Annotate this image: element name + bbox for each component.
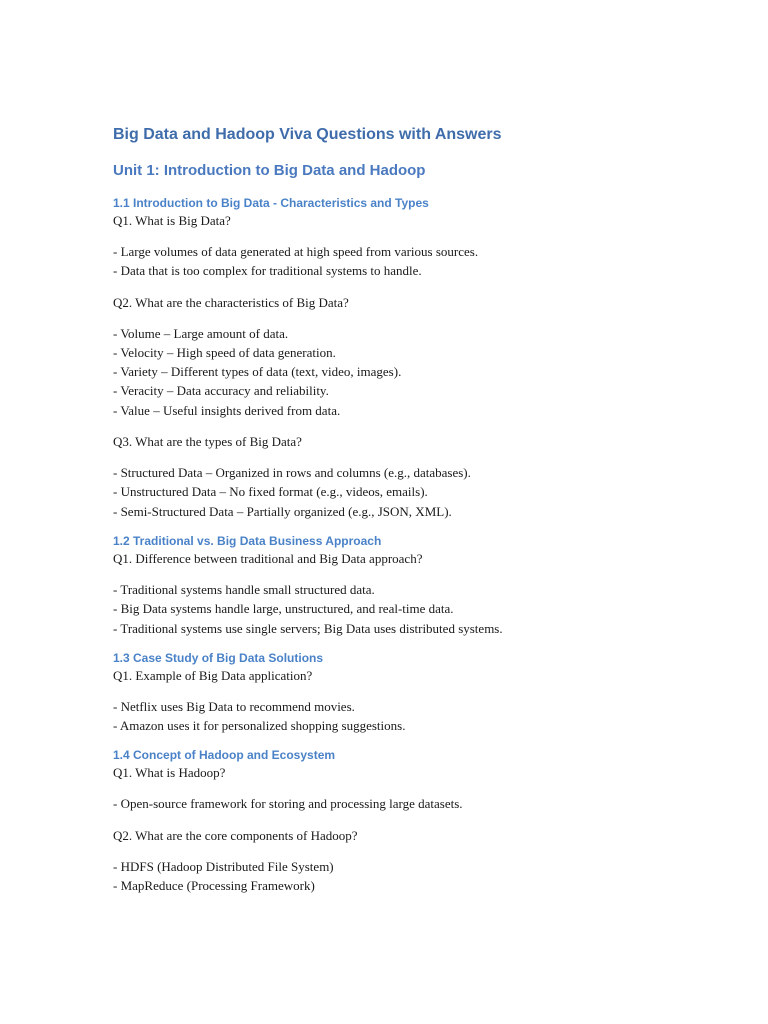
answer-item: - Unstructured Data – No fixed format (e.g., videos, emails). (113, 484, 428, 500)
answer-list (113, 242, 713, 281)
section (113, 747, 713, 895)
answer-item: - Data that is too complex for traditional systems to handle. (113, 263, 422, 279)
answer-item: - Netflix uses Big Data to recommend movies. (113, 698, 355, 714)
qa-block (113, 211, 713, 281)
answer-list (113, 697, 713, 736)
qa-block (113, 293, 713, 420)
qa-block (113, 763, 713, 813)
answer-item: - Value – Useful insights derived from data. (113, 402, 341, 418)
answer-list (113, 794, 713, 813)
answer-item: - MapReduce (Processing Framework) (113, 878, 315, 894)
section-heading: 1.1 Introduction to Big Data - Characteristics and Types (113, 196, 429, 210)
answer-item: - Semi-Structured Data – Partially organized (e.g., JSON, XML). (113, 503, 452, 519)
section-heading: 1.2 Traditional vs. Big Data Business Approach (113, 533, 382, 548)
answer-item: - Velocity – High speed of data generation. (113, 344, 336, 360)
answer-list (113, 463, 713, 521)
answer-list (113, 580, 713, 638)
section-heading: 1.3 Case Study of Big Data Solutions (113, 650, 324, 665)
question-text: Q1. What is Hadoop? (113, 765, 226, 781)
answer-item: - Large volumes of data generated at high speed from various sources. (113, 244, 479, 259)
answer-item: - Open-source framework for storing and processing large datasets. (113, 796, 463, 812)
question-text: Q2. What are the characteristics of Big Data? (113, 294, 349, 310)
answer-item: - Veracity – Data accuracy and reliability. (113, 383, 329, 399)
question-text: Q2. What are the core components of Hadoop? (113, 827, 358, 843)
sections-container (113, 195, 713, 895)
answer-item: - Amazon uses it for personalized shopping suggestions. (113, 718, 406, 734)
question-text: Q1. Difference between traditional and Big Data approach? (113, 550, 423, 566)
qa-block (113, 549, 713, 638)
qa-block (113, 826, 713, 896)
answer-item: - Traditional systems handle small structured data. (113, 581, 375, 597)
qa-block (113, 432, 713, 521)
answer-list (113, 857, 713, 896)
question-text: Q3. What are the types of Big Data? (113, 434, 302, 450)
answer-item: - Volume – Large amount of data. (113, 325, 289, 341)
unit-title: Unit 1: Introduction to Big Data and Hadoop (113, 162, 426, 179)
answer-item: - Structured Data – Organized in rows and columns (e.g., databases). (113, 465, 471, 481)
document-title: Big Data and Hadoop Viva Questions with Answers (113, 126, 502, 143)
document-page (113, 124, 713, 907)
answer-item: - HDFS (Hadoop Distributed File System) (113, 858, 334, 874)
answer-item: - Big Data systems handle large, unstructured, and real-time data. (113, 601, 454, 617)
question-text: Q1. What is Big Data? (113, 213, 231, 228)
answer-item: - Variety – Different types of data (text, video, images). (113, 364, 402, 380)
answer-list (113, 324, 713, 420)
section (113, 195, 713, 521)
qa-block (113, 666, 713, 736)
section (113, 650, 713, 736)
section-heading: 1.4 Concept of Hadoop and Ecosystem (113, 748, 336, 763)
answer-item: - Traditional systems use single servers; Big Data uses distributed systems. (113, 620, 503, 636)
section (113, 533, 713, 638)
question-text: Q1. Example of Big Data application? (113, 667, 313, 683)
